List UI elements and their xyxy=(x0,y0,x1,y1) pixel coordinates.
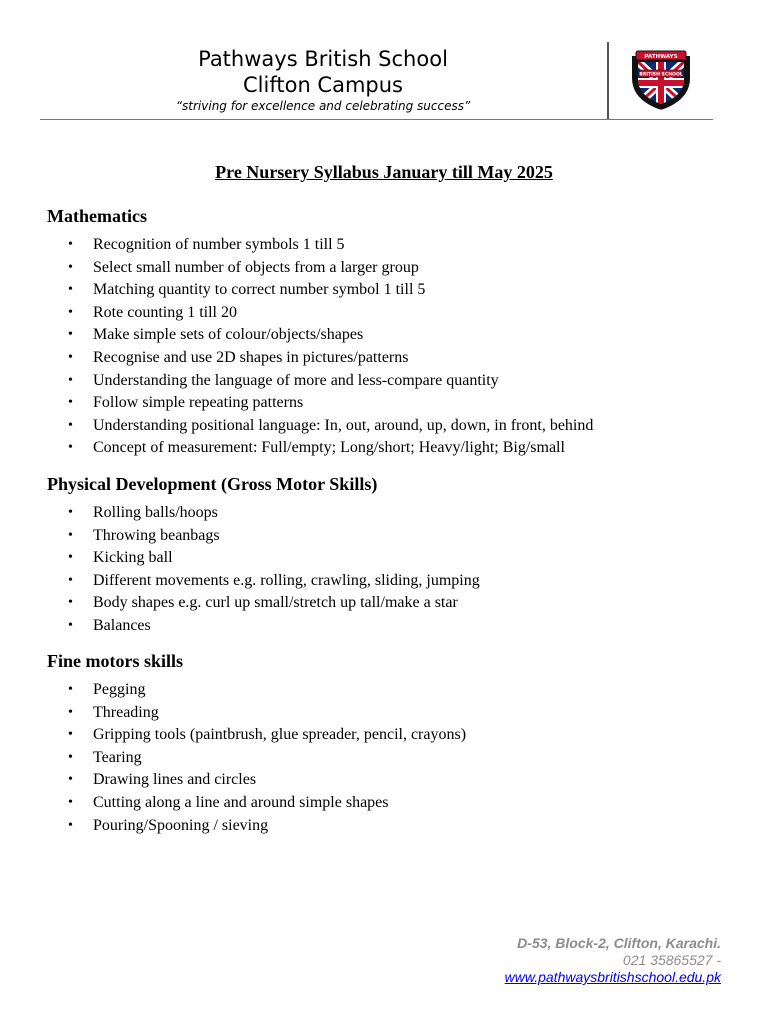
list-item-text: Follow simple repeating patterns xyxy=(93,394,304,412)
list-item-text: Understanding the language of more and less-compare quantity xyxy=(93,371,499,389)
campus-name: Clifton Campus xyxy=(243,73,403,97)
footer-address: D-53, Block-2, Clifton, Karachi. xyxy=(517,935,721,951)
list-item-text: Gripping tools (paintbrush, glue spreader, pencil, crayons) xyxy=(93,726,467,744)
svg-text:PATHWAYS: PATHWAYS xyxy=(644,54,678,60)
list-item-text: Recognition of number symbols 1 till 5 xyxy=(93,236,345,253)
list-item-text: Threading xyxy=(93,703,159,721)
bullet-list xyxy=(47,679,737,837)
list-item-text: Recognise and use 2D shapes in pictures/patterns xyxy=(93,348,409,366)
bullet-icon: • xyxy=(68,282,73,298)
list-item xyxy=(47,437,737,460)
list-item-text: Matching quantity to correct number symbol 1 till 5 xyxy=(93,281,426,299)
school-name: Pathways British School xyxy=(198,47,448,71)
bullet-icon: • xyxy=(68,749,73,765)
footer-contact xyxy=(505,935,721,986)
bullet-icon: • xyxy=(68,505,73,520)
list-item-text: Kicking ball xyxy=(93,549,173,567)
list-item-text: Concept of measurement: Full/empty; Long/short; Heavy/light; Big/small xyxy=(93,439,565,457)
list-item xyxy=(47,525,737,548)
bullet-icon: • xyxy=(68,327,73,343)
letterhead-text xyxy=(40,46,606,114)
list-item xyxy=(47,392,737,415)
bullet-icon: • xyxy=(68,794,73,810)
list-item xyxy=(47,234,737,257)
bullet-icon: • xyxy=(68,572,73,588)
list-item xyxy=(47,615,737,638)
section-gross-motor xyxy=(47,472,737,638)
section-fine-motor xyxy=(47,649,737,837)
list-item xyxy=(47,570,737,593)
list-item-text: Body shapes e.g. curl up small/stretch up tall/make a star xyxy=(93,594,458,612)
list-item-text: Drawing lines and circles xyxy=(93,771,257,789)
bullet-list xyxy=(47,502,737,638)
bullet-list xyxy=(47,234,737,460)
bullet-icon: • xyxy=(68,349,73,365)
bullet-icon: • xyxy=(68,772,73,788)
bullet-icon: • xyxy=(68,550,73,566)
list-item xyxy=(47,592,737,615)
school-motto: “striving for excellence and celebrating success” xyxy=(175,99,471,113)
bullet-icon: • xyxy=(68,259,73,275)
bullet-icon: • xyxy=(68,704,73,720)
section-heading: Physical Development (Gross Motor Skills) xyxy=(47,474,378,494)
list-item-text: Cutting along a line and around simple shapes xyxy=(93,793,389,811)
list-item xyxy=(47,415,737,438)
list-item-text: Understanding positional language: In, out, around, up, down, in front, behind xyxy=(93,416,594,434)
list-item xyxy=(47,724,737,747)
bullet-icon: • xyxy=(68,440,73,456)
bullet-icon: • xyxy=(68,417,73,433)
letterhead xyxy=(40,42,713,120)
footer-website-link[interactable]: www.pathwaysbritishschool.edu.pk xyxy=(504,969,721,985)
list-item-text: Rote counting 1 till 20 xyxy=(93,303,237,321)
bullet-icon: • xyxy=(68,817,73,833)
list-item xyxy=(47,279,737,302)
list-item-text: Make simple sets of colour/objects/shapes xyxy=(93,326,364,344)
footer-phone: 021 35865527 - xyxy=(622,952,721,968)
list-item xyxy=(47,324,737,347)
bullet-icon: • xyxy=(68,372,73,388)
list-item xyxy=(47,302,737,325)
section-heading: Mathematics xyxy=(47,206,147,226)
header-rule xyxy=(40,119,713,120)
header-vertical-divider xyxy=(607,42,609,119)
list-item-text: Throwing beanbags xyxy=(93,526,220,544)
bullet-icon: • xyxy=(68,237,73,252)
list-item-text: Select small number of objects from a larger group xyxy=(93,258,419,276)
list-item-text: Balances xyxy=(93,616,151,634)
section-mathematics xyxy=(47,204,737,460)
svg-text:BRITISH SCHOOL: BRITISH SCHOOL xyxy=(639,72,683,78)
list-item-text: Rolling balls/hoops xyxy=(93,504,218,521)
list-item xyxy=(47,792,737,815)
bullet-icon: • xyxy=(68,527,73,543)
school-crest-icon xyxy=(626,48,696,112)
list-item xyxy=(47,257,737,280)
list-item-text: Different movements e.g. rolling, crawling, sliding, jumping xyxy=(93,571,480,589)
section-heading: Fine motors skills xyxy=(47,651,184,671)
list-item xyxy=(47,679,737,702)
list-item xyxy=(47,347,737,370)
bullet-icon: • xyxy=(68,304,73,320)
list-item xyxy=(47,547,737,570)
bullet-icon: • xyxy=(68,617,73,633)
document-title: Pre Nursery Syllabus January till May 2025 xyxy=(215,162,553,182)
school-logo xyxy=(626,48,696,112)
list-item xyxy=(47,370,737,393)
list-item xyxy=(47,702,737,725)
bullet-icon: • xyxy=(68,595,73,611)
list-item xyxy=(47,502,737,525)
list-item-text: Pegging xyxy=(93,681,146,698)
bullet-icon: • xyxy=(68,727,73,743)
list-item-text: Pouring/Spooning / sieving xyxy=(93,816,269,834)
list-item xyxy=(47,747,737,770)
list-item xyxy=(47,769,737,792)
bullet-icon: • xyxy=(68,682,73,697)
bullet-icon: • xyxy=(68,395,73,411)
list-item-text: Tearing xyxy=(93,748,142,766)
list-item xyxy=(47,815,737,838)
